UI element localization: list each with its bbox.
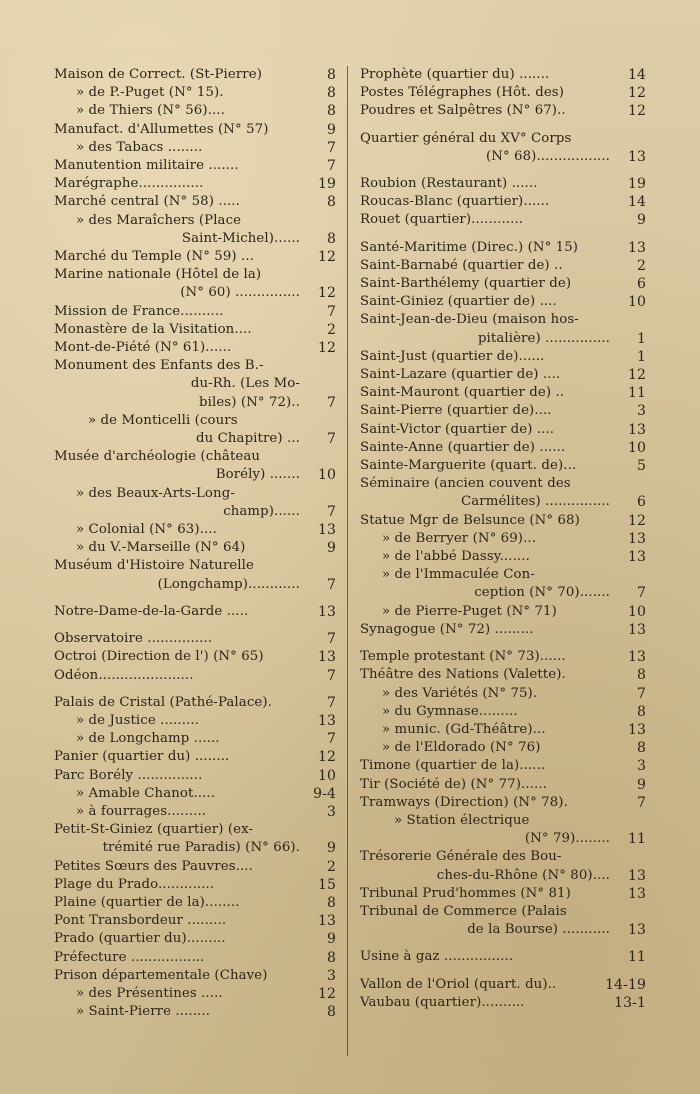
entry-text: Plage du Prado............. [54, 876, 215, 892]
entry-text: Petit-St-Giniez (quartier) (ex- [54, 822, 254, 838]
entry-text: Marché central (N° 58) ..... [54, 194, 240, 210]
entry-text: Marégraphe............... [54, 176, 204, 192]
entry-page-number: 13 [627, 421, 646, 438]
index-entry [360, 721, 650, 739]
entry-text: Borély) ....... [215, 467, 300, 483]
entry-page-number: 13 [317, 913, 336, 930]
entry-page-number: 9 [326, 540, 336, 557]
index-entry [54, 876, 340, 894]
index-entry [360, 475, 650, 511]
entry-page-number: 10 [627, 294, 646, 311]
index-entry [54, 485, 340, 521]
index-entry [360, 566, 650, 602]
section-gap [360, 967, 650, 976]
entry-text: » de Berryer (N° 69)... [382, 530, 537, 546]
index-entry [54, 448, 340, 484]
entry-page-number: 14 [627, 194, 646, 211]
index-entry [54, 248, 340, 266]
entry-page-number: 10 [627, 603, 646, 620]
entry-page-number: 7 [326, 503, 336, 520]
entry-text: Notre-Dame-de-la-Garde ..... [54, 603, 249, 619]
index-entry [360, 366, 650, 384]
entry-text: Prison départementale (Chave) [54, 967, 268, 983]
entry-text: Observatoire ............... [54, 631, 213, 647]
index-entry [54, 193, 340, 211]
entry-text: Timone (quartier de la)...... [360, 758, 546, 774]
index-entry [360, 66, 650, 84]
index-entry [360, 739, 650, 757]
entry-page-number: 9 [326, 931, 336, 948]
index-entry [360, 384, 650, 402]
entry-text: Prado (quartier du)......... [54, 931, 226, 947]
entry-page-number: 13-1 [614, 994, 646, 1011]
index-entry [360, 757, 650, 775]
index-entry [360, 102, 650, 120]
entry-text: » de P.-Puget (N° 15). [76, 85, 224, 101]
entry-text: Saint-Jean-de-Dieu (maison hos- [360, 312, 579, 328]
entry-page-number: 7 [326, 139, 336, 156]
index-entry [360, 776, 650, 794]
column-divider [347, 66, 348, 1056]
index-entry [360, 293, 650, 311]
index-entry [360, 402, 650, 420]
index-entry [54, 912, 340, 930]
index-entry [360, 648, 650, 666]
entry-text: Tribunal Prud'hommes (N° 81) [360, 885, 571, 901]
entry-page-number: 8 [326, 103, 336, 120]
index-entry [54, 730, 340, 748]
index-entry [54, 967, 340, 985]
entry-text: Odéon...................... [54, 667, 194, 683]
index-entry [54, 648, 340, 666]
index-entry [54, 212, 340, 248]
entry-text: Carmélites) ............... [461, 494, 610, 510]
index-entry [54, 175, 340, 193]
entry-page-number: 10 [627, 439, 646, 456]
entry-text: Quartier général du XV° Corps [360, 130, 572, 146]
index-entry [54, 303, 340, 321]
entry-text: Petites Sœurs des Pauvres.... [54, 858, 253, 874]
index-entry [54, 630, 340, 648]
index-entry [360, 903, 650, 939]
entry-page-number: 5 [636, 458, 646, 475]
entry-text: de la Bourse) ........... [467, 922, 610, 938]
index-entry [360, 666, 650, 684]
index-entry [360, 257, 650, 275]
entry-page-number: 7 [326, 694, 336, 711]
index-entry [360, 703, 650, 721]
index-entry [360, 812, 650, 848]
entry-page-number: 13 [627, 649, 646, 666]
entry-text: Prophète (quartier du) ....... [360, 67, 550, 82]
index-entry [54, 667, 340, 685]
entry-text: Saint-Barthélemy (quartier de) [360, 276, 572, 292]
entry-page-number: 7 [326, 576, 336, 593]
entry-page-number: 8 [326, 230, 336, 247]
entry-text: Statue Mgr de Belsunce (N° 68) [360, 512, 580, 528]
entry-text: Usine à gaz ................ [360, 949, 514, 965]
entry-text: » des Présentines ..... [76, 985, 223, 1001]
entry-page-number: 12 [627, 367, 646, 384]
entry-text: Octroi (Direction de l') (N° 65) [54, 649, 264, 665]
entry-page-number: 1 [636, 330, 646, 347]
entry-page-number: 8 [636, 667, 646, 684]
entry-text: Muséum d'Histoire Naturelle [54, 558, 254, 574]
entry-text: Tramways (Direction) (N° 78). [360, 794, 568, 810]
index-entry [360, 439, 650, 457]
entry-page-number: 12 [627, 103, 646, 120]
index-entry [54, 712, 340, 730]
entry-text: » munic. (Gd-Théâtre)... [382, 721, 546, 737]
index-entry [54, 694, 340, 712]
entry-page-number: 9 [636, 212, 646, 229]
entry-text: Tir (Société de) (N° 77)...... [360, 776, 547, 792]
index-entry [54, 603, 340, 621]
entry-text: Monastère de la Visitation.... [54, 321, 252, 337]
entry-page-number: 7 [636, 585, 646, 602]
index-entry [54, 767, 340, 785]
entry-page-number: 10 [317, 467, 336, 484]
entry-page-number: 3 [326, 967, 336, 984]
entry-text: Tribunal de Commerce (Palais [360, 903, 567, 919]
section-gap [360, 639, 650, 648]
entry-text: » du Gymnase......... [382, 703, 518, 719]
entry-text: » Station électrique [394, 812, 530, 828]
index-entry [360, 976, 650, 994]
entry-page-number: 2 [636, 257, 646, 274]
entry-page-number: 3 [636, 758, 646, 775]
index-entry [360, 948, 650, 966]
index-entry [54, 266, 340, 302]
entry-text: Poudres et Salpêtres (N° 67).. [360, 103, 566, 119]
entry-text: ception (N° 70)....... [474, 585, 610, 601]
entry-text: » de Longchamp ...... [76, 731, 220, 747]
entry-page-number: 12 [317, 749, 336, 766]
index-entry [360, 994, 650, 1012]
entry-text: Musée d'archéologie (château [54, 449, 261, 465]
entry-page-number: 13 [317, 712, 336, 729]
index-entry [54, 339, 340, 357]
index-entry [54, 894, 340, 912]
index-entry [54, 930, 340, 948]
entry-text: Temple protestant (N° 73)...... [360, 649, 566, 665]
entry-text: » des Tabacs ........ [76, 139, 203, 155]
entry-page-number: 7 [636, 685, 646, 702]
entry-text: » du V.-Marseille (N° 64) [76, 540, 246, 556]
entry-text: Vaubau (quartier).......... [360, 994, 525, 1010]
entry-page-number: 14 [627, 67, 646, 83]
index-entry [360, 348, 650, 366]
index-entry [360, 421, 650, 439]
entry-page-number: 9 [326, 121, 336, 138]
entry-text: » Saint-Pierre ........ [76, 1004, 211, 1020]
index-entry [54, 321, 340, 339]
entry-text: Maison de Correct. (St-Pierre) [54, 67, 262, 82]
entry-page-number: 9 [636, 776, 646, 793]
entry-page-number: 2 [326, 858, 336, 875]
index-entry [360, 603, 650, 621]
index-entry [360, 794, 650, 812]
entry-text: Pont Transbordeur ......... [54, 913, 227, 929]
entry-text: » Amable Chanot..... [76, 785, 216, 801]
entry-text: Saint-Michel)...... [181, 230, 300, 246]
entry-text: » de Justice ......... [76, 712, 200, 728]
entry-page-number: 7 [326, 303, 336, 320]
entry-text: Préfecture ................. [54, 949, 205, 965]
index-entry [360, 211, 650, 229]
entry-page-number: 8 [326, 194, 336, 211]
entry-text: » de l'abbé Dassy....... [382, 549, 530, 565]
entry-text: Saint-Victor (quartier de) .... [360, 421, 555, 437]
entry-text: Manufact. d'Allumettes (N° 57) [54, 121, 269, 137]
section-gap [54, 594, 340, 603]
entry-page-number: 11 [627, 385, 646, 402]
entry-text: biles) (N° 72).. [199, 394, 300, 410]
index-entry [54, 858, 340, 876]
entry-page-number: 13 [627, 885, 646, 902]
index-column-right [360, 66, 650, 1012]
entry-page-number: 12 [317, 249, 336, 266]
entry-page-number: 8 [636, 740, 646, 757]
entry-page-number: 11 [627, 831, 646, 848]
entry-page-number: 7 [636, 794, 646, 811]
entry-page-number: 13 [627, 721, 646, 738]
entry-page-number: 8 [326, 894, 336, 911]
entry-text: Saint-Barnabé (quartier de) .. [360, 257, 563, 273]
entry-text: Saint-Just (quartier de)...... [360, 348, 545, 364]
entry-text: Roucas-Blanc (quartier)...... [360, 194, 550, 210]
entry-text: » de l'Eldorado (N° 76) [382, 740, 541, 756]
index-entry [54, 748, 340, 766]
entry-page-number: 10 [317, 767, 336, 784]
index-entry [54, 949, 340, 967]
index-entry [54, 1003, 340, 1021]
section-gap [360, 121, 650, 130]
entry-page-number: 7 [326, 394, 336, 411]
entry-page-number: 13 [627, 239, 646, 256]
index-entry [360, 530, 650, 548]
entry-text: trémité rue Paradis) (N° 66). [102, 840, 300, 856]
entry-text: Sainte-Anne (quartier de) ...... [360, 439, 566, 455]
entry-page-number: 13 [317, 603, 336, 620]
entry-page-number: 7 [326, 431, 336, 448]
entry-text: Séminaire (ancien couvent des [360, 476, 571, 492]
entry-text: (N° 79)........ [524, 831, 610, 847]
entry-page-number: 13 [627, 867, 646, 884]
entry-text: Saint-Lazare (quartier de) .... [360, 367, 561, 383]
entry-text: Manutention militaire ....... [54, 158, 239, 174]
entry-text: Saint-Mauront (quartier de) .. [360, 385, 565, 401]
entry-text: Palais de Cristal (Pathé-Palace). [54, 694, 272, 710]
entry-page-number: 7 [326, 631, 336, 648]
entry-text: (N° 68)................. [485, 148, 610, 164]
index-entry [54, 821, 340, 857]
entry-page-number: 14-19 [605, 976, 646, 993]
index-entry [360, 512, 650, 530]
section-gap [54, 685, 340, 694]
index-entry [360, 457, 650, 475]
entry-text: Trésorerie Générale des Bou- [360, 849, 562, 865]
entry-page-number: 7 [326, 667, 336, 684]
index-entry [360, 175, 650, 193]
entry-text: (N° 60) ............... [180, 285, 300, 301]
entry-text: » de Thiers (N° 56).... [76, 103, 225, 119]
entry-text: Sainte-Marguerite (quart. de)... [360, 458, 577, 474]
entry-page-number: 13 [627, 530, 646, 547]
index-entry [360, 84, 650, 102]
entry-page-number: 13 [627, 621, 646, 638]
entry-text: Postes Télégraphes (Hôt. des) [360, 85, 564, 101]
index-entry [360, 275, 650, 293]
entry-text: du-Rh. (Les Mo- [190, 376, 300, 392]
index-entry [360, 193, 650, 211]
entry-page-number: 6 [636, 276, 646, 293]
entry-page-number: 12 [317, 340, 336, 357]
entry-text: pitalière) ............... [477, 330, 610, 346]
entry-text: » des Beaux-Arts-Long- [76, 485, 235, 501]
entry-page-number: 15 [317, 876, 336, 893]
index-entry [54, 557, 340, 593]
entry-page-number: 19 [317, 176, 336, 193]
entry-page-number: 8 [636, 703, 646, 720]
entry-page-number: 8 [326, 85, 336, 102]
entry-page-number: 13 [627, 148, 646, 165]
entry-text: (Longchamp)............ [157, 576, 300, 592]
entry-text: ches-du-Rhône (N° 80).... [436, 867, 610, 883]
entry-page-number: 12 [627, 512, 646, 529]
entry-text: » de Monticelli (cours [88, 412, 238, 428]
entry-text: Saint-Giniez (quartier de) .... [360, 294, 557, 310]
entry-page-number: 3 [326, 803, 336, 820]
index-entry [54, 66, 340, 84]
entry-text: Roubion (Restaurant) ...... [360, 176, 538, 192]
entry-page-number: 7 [326, 731, 336, 748]
index-entry [54, 157, 340, 175]
entry-text: Synagogue (N° 72) ......... [360, 621, 534, 637]
section-gap [360, 939, 650, 948]
entry-text: » des Maraîchers (Place [76, 212, 242, 228]
entry-text: » de l'Immaculée Con- [382, 567, 535, 583]
entry-page-number: 6 [636, 494, 646, 511]
entry-text: » à fourrages......... [76, 803, 207, 819]
index-entry [54, 785, 340, 803]
entry-page-number: 13 [627, 549, 646, 566]
entry-text: Mission de France.......... [54, 303, 224, 319]
index-entry [360, 848, 650, 884]
entry-page-number: 7 [326, 158, 336, 175]
entry-text: Théâtre des Nations (Valette). [360, 667, 566, 683]
entry-text: Vallon de l'Oriol (quart. du).. [360, 976, 557, 992]
entry-text: Santé-Maritime (Direc.) (N° 15) [360, 239, 579, 255]
index-entry [54, 139, 340, 157]
index-entry [54, 412, 340, 448]
entry-text: Rouet (quartier)............ [360, 212, 524, 228]
entry-text: Monument des Enfants des B.- [54, 358, 264, 374]
index-entry [54, 521, 340, 539]
entry-page-number: 13 [317, 649, 336, 666]
index-entry [360, 548, 650, 566]
index-entry [54, 803, 340, 821]
entry-text: champ)...... [223, 503, 300, 519]
index-entry [54, 84, 340, 102]
entry-page-number: 9-4 [313, 785, 336, 802]
index-entry [54, 539, 340, 557]
entry-page-number: 13 [627, 922, 646, 939]
index-entry [360, 621, 650, 639]
entry-page-number: 12 [317, 985, 336, 1002]
entry-page-number: 11 [627, 949, 646, 966]
entry-text: Plaine (quartier de la)........ [54, 894, 240, 910]
section-gap [54, 621, 340, 630]
index-entry [360, 130, 650, 166]
entry-page-number: 3 [636, 403, 646, 420]
entry-text: Marché du Temple (N° 59) ... [54, 249, 254, 265]
entry-page-number: 13 [317, 522, 336, 539]
entry-text: Panier (quartier du) ........ [54, 749, 230, 765]
index-entry [360, 685, 650, 703]
entry-text: » de Pierre-Puget (N° 71) [382, 603, 557, 619]
entry-page-number: 1 [636, 348, 646, 365]
index-entry [54, 121, 340, 139]
entry-text: » des Variétés (N° 75). [382, 685, 538, 701]
entry-text: Marine nationale (Hôtel de la) [54, 267, 262, 283]
entry-page-number: 19 [627, 176, 646, 193]
section-gap [360, 166, 650, 175]
entry-text: Parc Borély ............... [54, 767, 203, 783]
entry-page-number: 12 [627, 85, 646, 102]
index-entry [360, 239, 650, 257]
index-entry [54, 102, 340, 120]
index-column-left [54, 66, 340, 1021]
entry-page-number: 8 [326, 1004, 336, 1021]
section-gap [360, 230, 650, 239]
entry-page-number: 8 [326, 67, 336, 83]
index-entry [54, 985, 340, 1003]
entry-text: » Colonial (N° 63).... [76, 522, 217, 538]
entry-page-number: 12 [317, 285, 336, 302]
entry-text: Saint-Pierre (quartier de).... [360, 403, 552, 419]
entry-page-number: 9 [326, 840, 336, 857]
entry-text: du Chapitre) ... [196, 431, 300, 447]
entry-page-number: 8 [326, 949, 336, 966]
entry-page-number: 2 [326, 321, 336, 338]
entry-text: Mont-de-Piété (N° 61)...... [54, 340, 232, 356]
index-entry [360, 885, 650, 903]
index-entry [360, 311, 650, 347]
index-entry [54, 357, 340, 412]
